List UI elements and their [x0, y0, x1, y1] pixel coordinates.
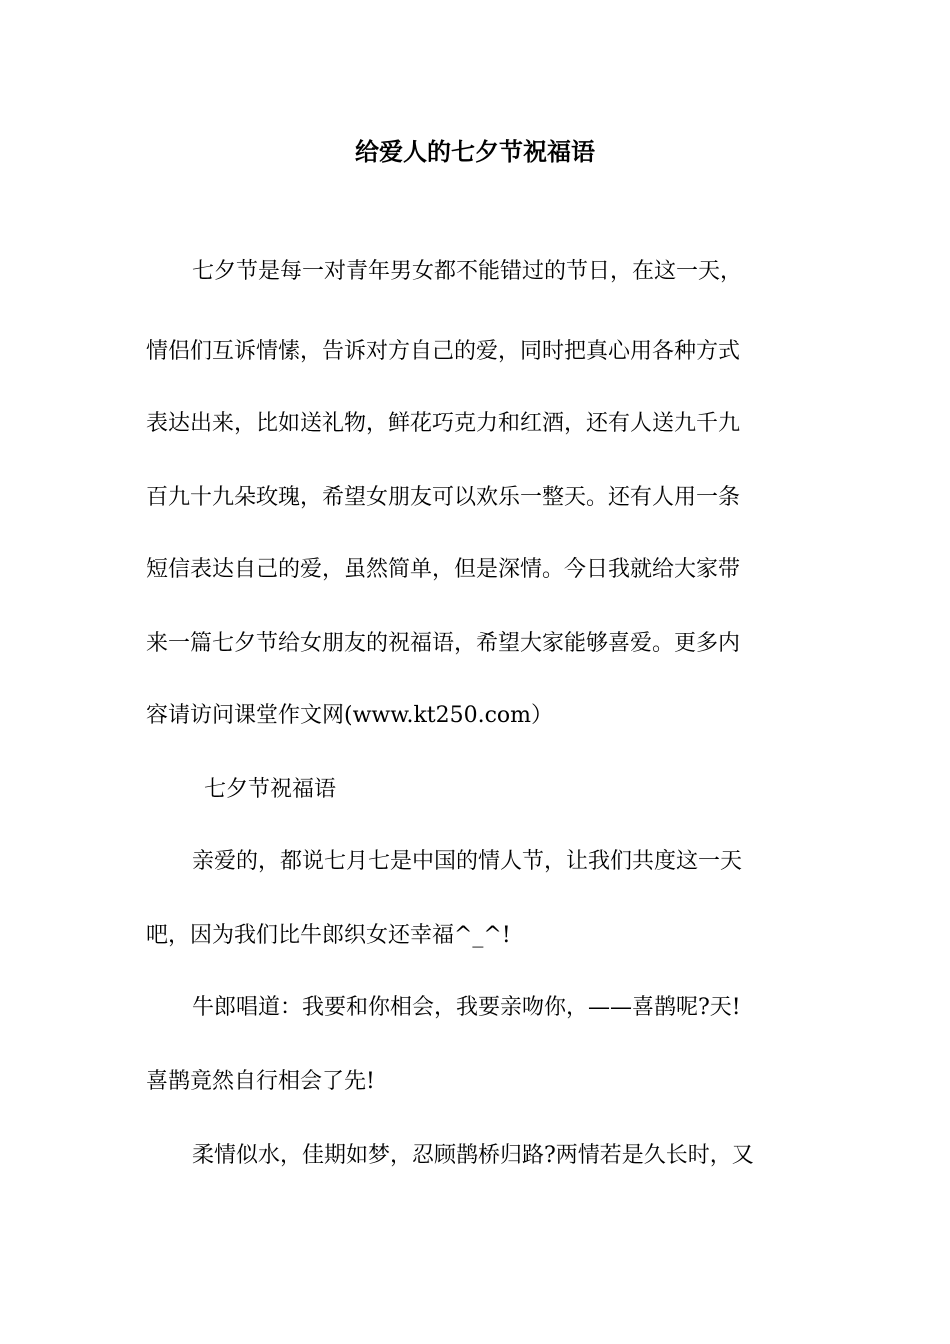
paragraph-line: 容请访问课堂作文网(www.kt250.com） — [146, 703, 554, 728]
paragraph-line: 来一篇七夕节给女朋友的祝福语，希望大家能够喜爱。更多内 — [146, 631, 741, 656]
paragraph-line: 短信表达自己的爱，虽然简单，但是深情。今日我就给大家带 — [146, 557, 741, 582]
paragraph-line: 情侣们互诉情愫，告诉对方自己的爱，同时把真心用各种方式 — [146, 339, 741, 364]
section-heading: 七夕节祝福语 — [204, 777, 337, 802]
paragraph-line: 喜鹊竟然自行相会了先! — [146, 1069, 375, 1094]
paragraph-line: 吧，因为我们比牛郎织女还幸福^_^! — [146, 923, 511, 948]
paragraph-line: 牛郎唱道：我要和你相会，我要亲吻你，——喜鹊呢?天! — [192, 995, 741, 1020]
paragraph-line: 柔情似水，佳期如梦，忍顾鹊桥归路?两情若是久长时，又 — [192, 1143, 754, 1168]
paragraph-line: 表达出来，比如送礼物，鲜花巧克力和红酒，还有人送九千九 — [146, 411, 741, 436]
paragraph-line: 七夕节是每一对青年男女都不能错过的节日，在这一天， — [192, 259, 743, 284]
document-title: 给爱人的七夕节祝福语 — [355, 137, 595, 166]
paragraph-line: 亲爱的，都说七月七是中国的情人节，让我们共度这一天 — [192, 849, 743, 874]
paragraph-line: 百九十九朵玫瑰，希望女朋友可以欢乐一整天。还有人用一条 — [146, 485, 741, 510]
